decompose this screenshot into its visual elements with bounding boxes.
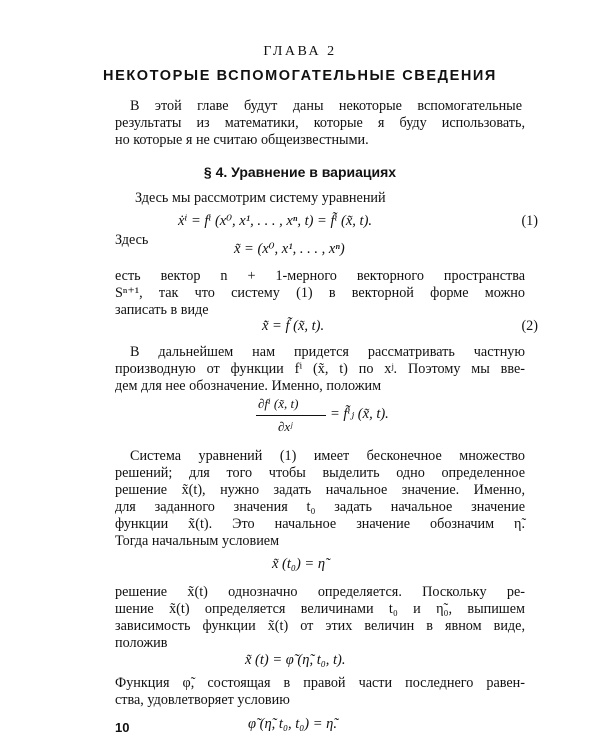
equation-2: x̃̇ = f̃ (x̃, t). bbox=[262, 318, 325, 334]
paragraph-3-line-1: В дальнейшем нам придется рассматривать частную bbox=[130, 344, 525, 360]
paragraph-6-line-1: Функция φ̃, состоящая в правой части последнего равен- bbox=[115, 675, 525, 691]
chapter-title: НЕКОТОРЫЕ ВСПОМОГАТЕЛЬНЫЕ СВЕДЕНИЯ bbox=[103, 68, 497, 84]
chapter-label: ГЛАВА 2 bbox=[263, 44, 337, 59]
equation-2-number: (2) bbox=[521, 318, 538, 334]
paragraph-5-line-1: решение x̃(t) однозначно определяется. Поскольку ре- bbox=[115, 584, 525, 600]
paragraph-5-line-4: положив bbox=[115, 635, 168, 651]
section-title: § 4. Уравнение в вариациях bbox=[203, 164, 397, 180]
equation-3-rhs: = f̃ⁱⱼ (x̃, t). bbox=[330, 406, 389, 422]
equation-4: x̃ (t₀) = η̃ bbox=[272, 556, 326, 572]
intro-line-1: В этой главе будут даны некоторые вспомогательные bbox=[130, 98, 522, 114]
paragraph-1: Здесь мы рассмотрим систему уравнений bbox=[135, 190, 386, 206]
paragraph-4-line-2: решений; для того чтобы выделить одно определенное bbox=[115, 465, 525, 481]
paragraph-6-line-2: ства, удовлетворяет условию bbox=[115, 692, 290, 708]
paragraph-4-line-6: Тогда начальным условием bbox=[115, 533, 280, 549]
intro-line-3: но которые я не считаю общеизвестными. bbox=[115, 132, 369, 148]
equation-6: φ̃ (η̃, t₀, t₀) = η̃. bbox=[248, 716, 337, 732]
equation-x-vector: x̃ = (x⁰, x¹, . . . , xⁿ) bbox=[234, 241, 345, 257]
paragraph-2-line-3: записать в виде bbox=[115, 302, 209, 318]
page-number: 10 bbox=[115, 720, 130, 735]
equation-5: x̃ (t) = φ̃ (η̃, t₀, t). bbox=[245, 652, 346, 668]
paragraph-2-line-1: есть вектор n + 1-мерного векторного пространства bbox=[115, 268, 525, 284]
equation-1-number: (1) bbox=[521, 213, 538, 229]
equation-3-numerator: ∂fⁱ (x̃, t) bbox=[258, 396, 299, 411]
paragraph-4-line-3: решение x̃(t), нужно задать начальное значение. Именно, bbox=[115, 482, 525, 498]
paragraph-5-line-3: зависимость функции x̃(t) от этих величин в явном виде, bbox=[115, 618, 525, 634]
paragraph-3-line-3: дем для нее обозначение. Именно, положим bbox=[115, 378, 382, 394]
paragraph-4-line-1: Система уравнений (1) имеет бесконечное множество bbox=[130, 448, 525, 464]
paragraph-4-line-5: функции x̃(t). Это начальное значение обозначим η̃. bbox=[115, 516, 525, 532]
equation-3-denominator: ∂xʲ bbox=[278, 419, 293, 434]
paragraph-2-line-2: Sⁿ⁺¹, так что систему (1) в векторной форме можно bbox=[115, 285, 525, 301]
equation-1: ẋⁱ = fⁱ (x⁰, x¹, . . . , xⁿ, t) = f̃ⁱ (x̃, t). bbox=[178, 213, 373, 229]
paragraph-3-line-2: производную от функции fⁱ (x̃, t) по xʲ. Поэтому мы вве- bbox=[115, 361, 525, 377]
zdes-label: Здесь bbox=[115, 232, 149, 248]
paragraph-5-line-2: шение x̃(t) определяется величинами t₀ и η̃₀, выпишем bbox=[115, 601, 525, 617]
intro-line-2: результаты из математики, которые я буду использовать, bbox=[115, 115, 525, 131]
paragraph-4-line-4: для заданного значения t₀ задать начальное значение bbox=[115, 499, 525, 515]
fraction-bar bbox=[256, 415, 326, 416]
